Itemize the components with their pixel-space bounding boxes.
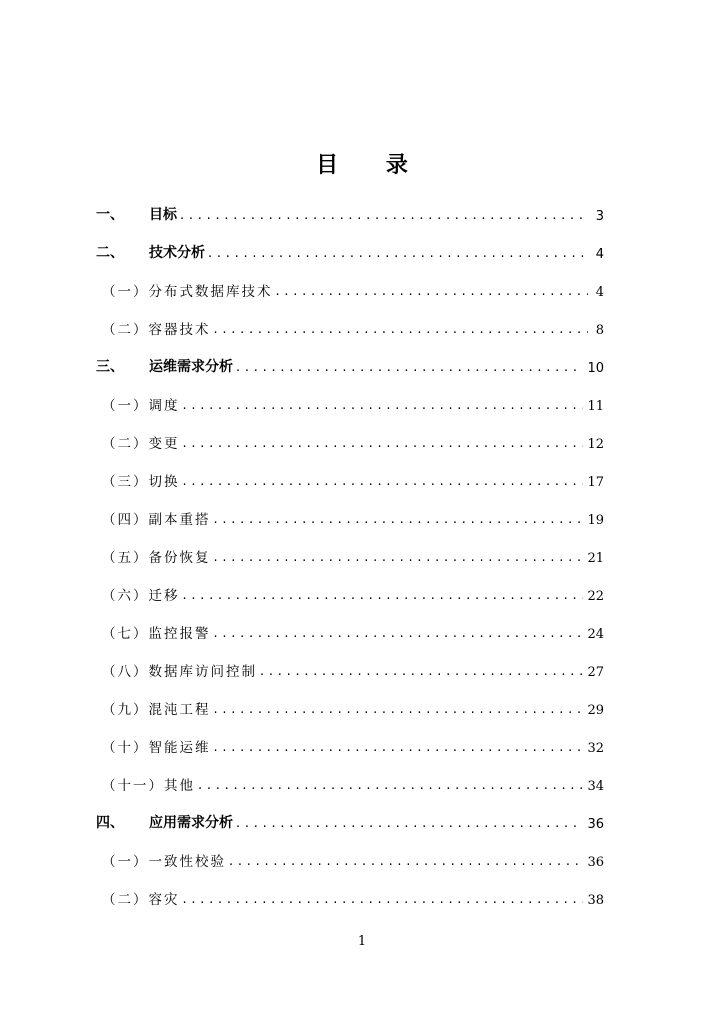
toc-entry-label: 容器技术	[148, 322, 211, 338]
toc-entry[interactable]	[96, 452, 604, 490]
toc-entry-label: 数据库访问控制	[148, 664, 257, 680]
toc-entry-label: 其他	[164, 778, 195, 794]
toc-entry-number: （一）	[102, 284, 149, 300]
dot-leader	[198, 778, 583, 794]
toc-entry-number: （七）	[102, 626, 149, 642]
dot-leader	[236, 816, 583, 832]
toc-entry-number: （三）	[102, 474, 149, 490]
dot-leader	[236, 360, 583, 376]
toc-entry[interactable]	[96, 300, 604, 338]
toc-entry-page: 38	[587, 893, 604, 908]
dot-leader	[214, 512, 584, 528]
toc-entry-page: 17	[587, 475, 604, 490]
page-number: 1	[357, 934, 367, 949]
toc-entry[interactable]	[96, 680, 604, 718]
dot-leader	[183, 436, 584, 452]
toc-entry[interactable]	[96, 642, 604, 680]
dot-leader	[183, 398, 584, 414]
toc-entry-number: 三、	[96, 359, 124, 375]
toc-entry-number: （五）	[102, 550, 149, 566]
dot-leader	[180, 208, 588, 224]
toc-entry-page: 36	[587, 855, 604, 870]
dot-leader	[214, 626, 584, 642]
toc-entry[interactable]	[96, 262, 604, 300]
toc-entry-label: 分布式数据库技术	[148, 284, 273, 300]
toc-entry-label: 变更	[148, 436, 180, 452]
toc-entry-label: 调度	[148, 398, 180, 414]
toc-entry-page: 36	[587, 817, 604, 832]
toc-entry-number: （十）	[102, 740, 149, 756]
toc-entry-page: 32	[587, 741, 604, 756]
toc-entry-label: 一致性校验	[148, 854, 226, 870]
toc-entry-page: 29	[587, 703, 604, 718]
toc-entry-page: 24	[587, 627, 604, 642]
dot-leader	[214, 322, 589, 338]
toc-entry[interactable]	[96, 414, 604, 452]
toc-entry-label: 切换	[148, 474, 180, 490]
toc-entry-number: （六）	[102, 588, 149, 604]
dot-leader	[183, 474, 584, 490]
toc-entry-page: 4	[595, 247, 604, 262]
toc-entry-page: 3	[595, 209, 604, 224]
toc-entry-page: 21	[587, 551, 604, 566]
toc-entry-number: （四）	[102, 512, 149, 528]
toc-title: 目 录	[316, 153, 428, 178]
toc-entry[interactable]	[96, 870, 604, 908]
dot-leader	[208, 246, 588, 262]
toc-entry-number: （一）	[102, 398, 149, 414]
toc-entry-number: （九）	[102, 702, 149, 718]
toc-entry-label: 智能运维	[148, 740, 211, 756]
dot-leader	[183, 892, 584, 908]
toc-entry[interactable]	[96, 832, 604, 870]
toc-entry-number: （一）	[102, 854, 149, 870]
toc-entry[interactable]	[96, 528, 604, 566]
dot-leader	[183, 588, 584, 604]
toc-entry[interactable]	[96, 186, 604, 224]
toc-entry-page: 34	[587, 779, 604, 794]
toc-entry[interactable]	[96, 338, 604, 376]
toc-entry[interactable]	[96, 604, 604, 642]
toc-entry-number: 一、	[96, 207, 124, 223]
toc-entry-number: 二、	[96, 245, 124, 261]
toc-entry-label: 目标	[149, 207, 177, 223]
toc-entry-page: 4	[595, 285, 604, 300]
toc-entry-page: 22	[587, 589, 604, 604]
dot-leader	[229, 854, 583, 870]
toc-entry-label: 技术分析	[149, 245, 205, 261]
dot-leader	[260, 664, 583, 680]
toc-entry[interactable]	[96, 376, 604, 414]
toc-entry-page: 19	[587, 513, 604, 528]
toc-list	[96, 186, 604, 908]
toc-entry[interactable]	[96, 566, 604, 604]
toc-entry-number: （二）	[102, 436, 149, 452]
toc-entry[interactable]	[96, 718, 604, 756]
toc-entry-number: （十一）	[102, 778, 164, 794]
toc-entry-page: 10	[587, 361, 604, 376]
toc-entry[interactable]	[96, 794, 604, 832]
toc-entry-label: 应用需求分析	[149, 815, 233, 831]
toc-entry-label: 副本重搭	[148, 512, 211, 528]
toc-entry-label: 监控报警	[148, 626, 211, 642]
toc-entry-page: 12	[587, 437, 604, 452]
toc-entry-page: 27	[587, 665, 604, 680]
toc-entry-page: 11	[587, 399, 604, 414]
toc-entry-page: 8	[595, 323, 604, 338]
toc-entry-number: （二）	[102, 892, 149, 908]
dot-leader	[214, 740, 584, 756]
dot-leader	[214, 702, 584, 718]
toc-entry-label: 迁移	[148, 588, 180, 604]
toc-entry-label: 备份恢复	[148, 550, 211, 566]
toc-entry-label: 容灾	[148, 892, 180, 908]
toc-entry[interactable]	[96, 756, 604, 794]
dot-leader	[214, 550, 584, 566]
toc-entry[interactable]	[96, 224, 604, 262]
toc-entry-number: 四、	[96, 815, 124, 831]
toc-entry-number: （八）	[102, 664, 149, 680]
toc-entry-label: 混沌工程	[148, 702, 211, 718]
toc-entry-number: （二）	[102, 322, 149, 338]
toc-entry[interactable]	[96, 490, 604, 528]
dot-leader	[276, 284, 589, 300]
toc-entry-label: 运维需求分析	[149, 359, 233, 375]
